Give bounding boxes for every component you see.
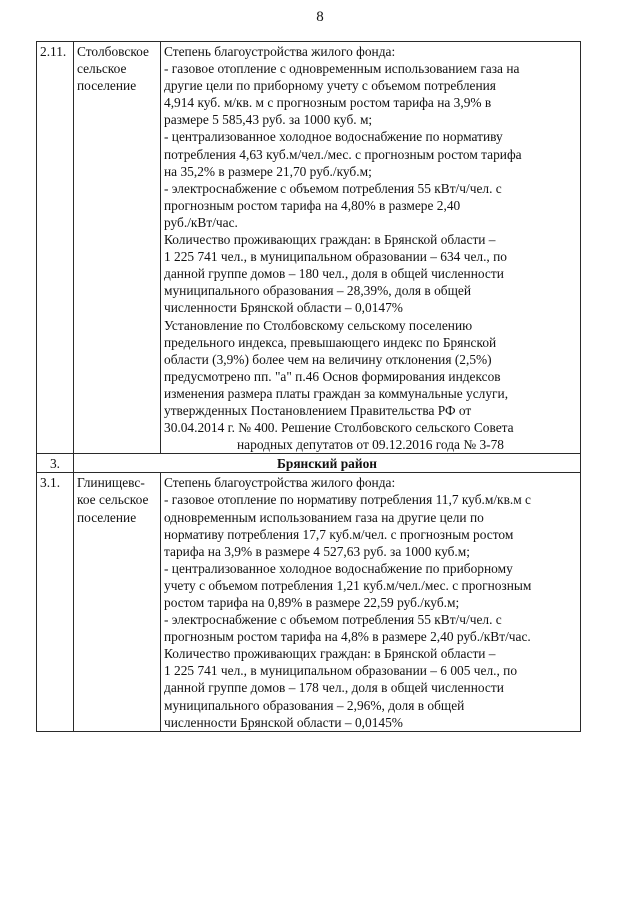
description-line: Степень благоустройства жилого фонда: — [164, 44, 396, 59]
section-title: Брянский район — [74, 454, 581, 473]
row-number: 2.11. — [37, 42, 74, 454]
description-line: другие цели по приборному учету с объемом потребления — [164, 78, 496, 94]
description-line: 1 225 741 чел., в муниципальном образовании – 6 005 чел., по — [164, 663, 518, 679]
tariff-table — [36, 41, 581, 732]
description-line: области (3,9%) более чем на величину отклонения (2,5%) — [164, 351, 492, 367]
page-number: 8 — [316, 9, 324, 25]
description-line: - электроснабжение с объемом потребления 55 кВт/ч/чел. с — [164, 180, 502, 196]
settlement-name-line: поселение — [77, 78, 137, 94]
description-line: потребления 4,63 куб.м/чел./мес. с прогнозным ростом тарифа — [164, 146, 522, 162]
description-line: Степень благоустройства жилого фонда: — [164, 475, 396, 491]
description-line: данной группе домов – 180 чел., доля в общей численности — [164, 266, 504, 282]
description-line: прогнозным ростом тарифа на 4,8% в размере 2,40 руб./кВт/час. — [164, 629, 531, 645]
description-line: 30.04.2014 г. № 400. Решение Столбовского сельского Совета — [164, 420, 514, 436]
description-line: предусмотрено пп. "а" п.46 Основ формирования индексов — [164, 368, 501, 384]
description-line: учету с объемом потребления 1,21 куб.м/чел./мес. с прогнозным — [164, 577, 532, 593]
description-line: нормативу потребления 17,7 куб.м/чел. с прогнозным ростом — [164, 526, 514, 542]
description-line: народных депутатов от 09.12.2016 года № 3-78 — [237, 437, 504, 453]
section-header-row — [37, 454, 581, 473]
settlement-name-line: сельское — [77, 61, 127, 77]
description-line: - централизованное холодное водоснабжение по приборному — [164, 560, 513, 576]
settlement-name-line: Столбовское — [77, 44, 149, 59]
description-line: предельного индекса, превышающего индекс по Брянской — [164, 334, 497, 350]
description-line: утвержденных Постановлением Правительства РФ от — [164, 402, 472, 418]
settlement-name-line: Глинищевс- — [77, 475, 145, 491]
description-line: на 35,2% в размере 21,70 руб./куб.м; — [164, 163, 372, 179]
settlement-description — [161, 473, 581, 731]
description-line: Установление по Столбовскому сельскому поселению — [164, 317, 473, 333]
settlement-name-line: кое сельское — [77, 492, 149, 508]
description-line: численности Брянской области – 0,0145% — [164, 714, 403, 730]
description-line: ростом тарифа на 0,89% в размере 22,59 руб./куб.м; — [164, 595, 460, 610]
description-line: данной группе домов – 178 чел., доля в общей численности — [164, 680, 504, 696]
row-number: 3.1. — [37, 473, 74, 731]
description-line: одновременным использованием газа на другие цели по — [164, 509, 484, 525]
settlement-name-line: поселение — [77, 509, 137, 525]
description-line: Количество проживающих граждан: в Брянской области – — [164, 232, 496, 248]
description-line: руб./кВт/час. — [164, 214, 238, 230]
description-line: муниципального образования – 2,96%, доля в общей — [164, 697, 465, 713]
settlement-name — [74, 473, 161, 731]
description-line: муниципального образования – 28,39%, доля в общей — [164, 283, 472, 299]
description-line: - электроснабжение с объемом потребления 55 кВт/ч/чел. с — [164, 612, 502, 628]
description-line: изменения размера платы граждан за коммунальные услуги, — [164, 385, 509, 401]
description-line: тарифа на 3,9% в размере 4 527,63 руб. за 1000 куб.м; — [164, 543, 470, 559]
description-line: прогнозным ростом тарифа на 4,80% в размере 2,40 — [164, 197, 461, 213]
table-row-2-11 — [37, 42, 581, 454]
description-line: - газовое отопление по нормативу потребления 11,7 куб.м/кв.м с — [164, 492, 531, 508]
description-line: 1 225 741 чел., в муниципальном образовании – 634 чел., по — [164, 249, 507, 265]
description-line: размере 5 585,43 руб. за 1000 куб. м; — [164, 112, 373, 128]
section-number: 3. — [37, 454, 74, 473]
description-line: - газовое отопление с одновременным использованием газа на — [164, 61, 520, 77]
settlement-description — [161, 42, 581, 454]
description-line: 4,914 куб. м/кв. м с прогнозным ростом тарифа на 3,9% в — [164, 95, 492, 111]
table-row-3-1 — [37, 473, 581, 731]
description-line: численности Брянской области – 0,0147% — [164, 300, 403, 316]
description-line: - централизованное холодное водоснабжение по нормативу — [164, 129, 503, 145]
description-line: Количество проживающих граждан: в Брянской области – — [164, 646, 496, 662]
settlement-name — [74, 42, 161, 454]
